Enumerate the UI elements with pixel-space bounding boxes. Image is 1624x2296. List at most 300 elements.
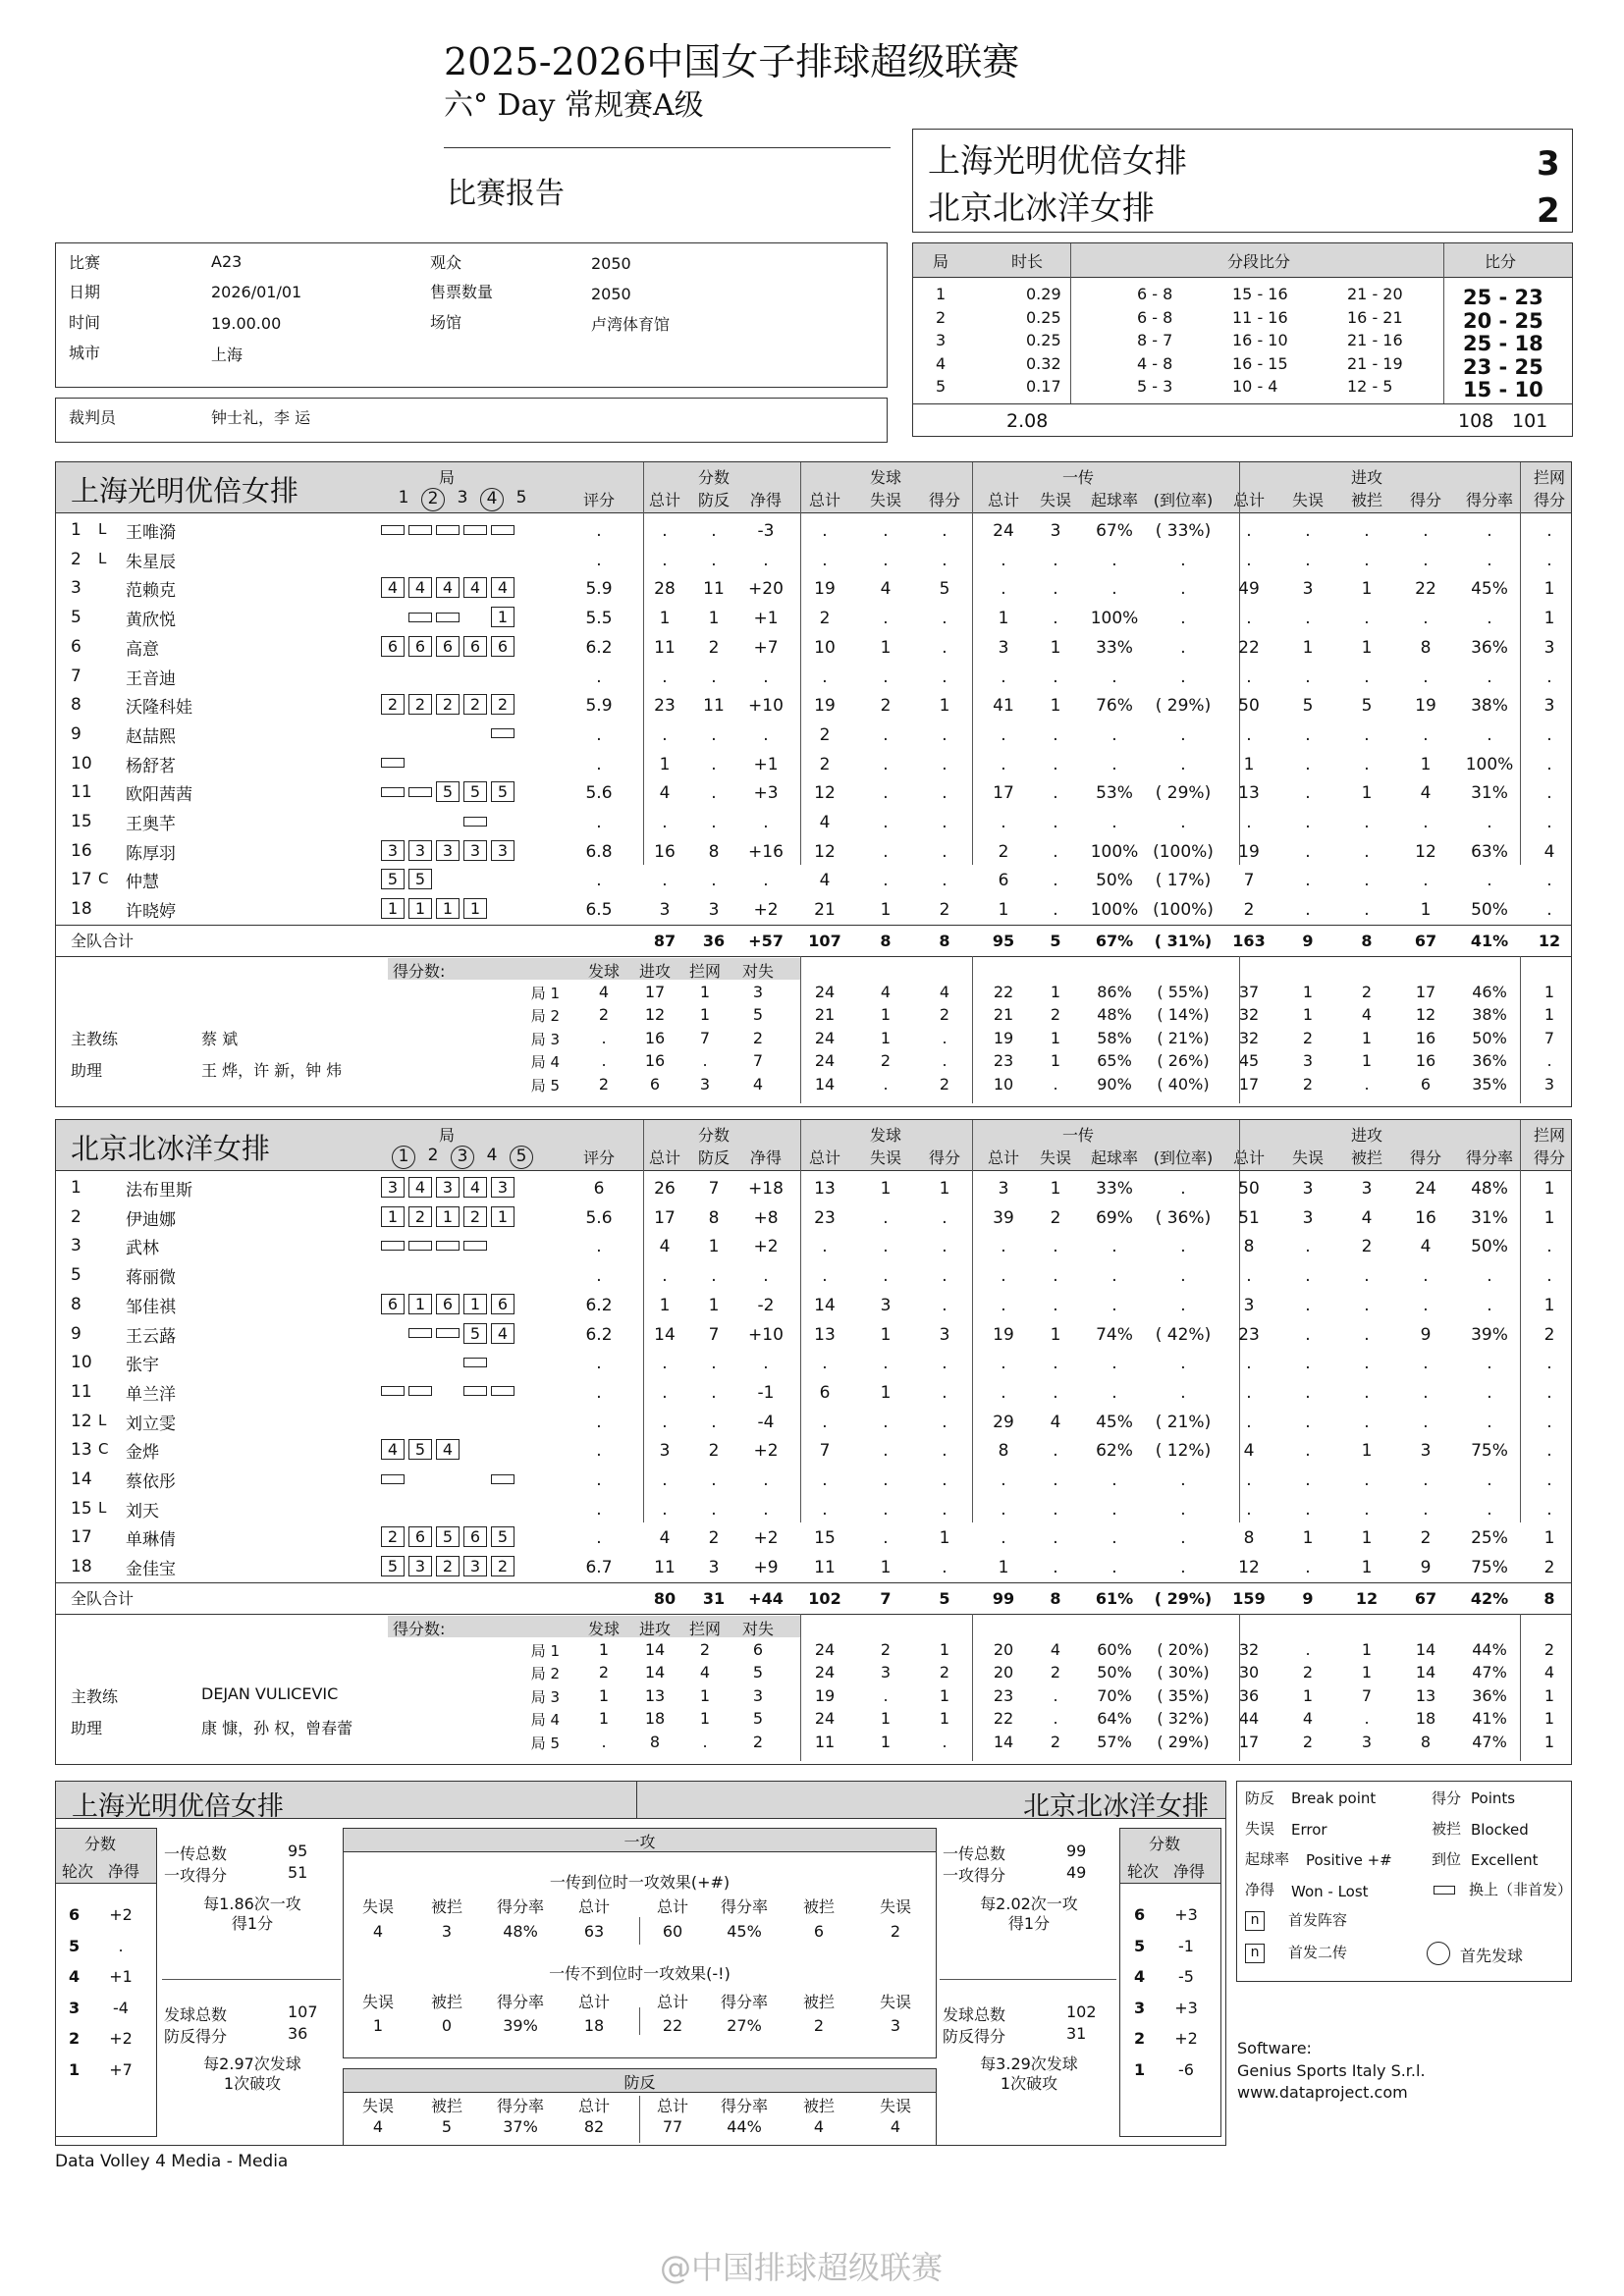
home-rec-label: 一传总数 [164, 1844, 228, 1863]
set-stat-cell: . [883, 1685, 889, 1705]
set-points-cell: 1 [699, 982, 711, 1001]
player-name: 武林 [126, 1239, 159, 1259]
assistant-label: 助理 [71, 1060, 103, 1080]
set-stat-cell: 1 [880, 1028, 892, 1047]
stat-cell: . [711, 667, 717, 687]
stat-cell: . [1546, 813, 1552, 832]
player-number: 1 [71, 520, 81, 540]
legend-setter: 首发二传 [1288, 1944, 1348, 1961]
legend-sub: 换上（非首发） [1469, 1881, 1573, 1898]
set-points-cell: 14 [644, 1663, 666, 1682]
col-header: 失误 [869, 1148, 901, 1167]
set-row-cell: 6 - 8 [1137, 285, 1173, 303]
col-group: 局 [438, 1126, 455, 1145]
col-group: 拦网 [1533, 1126, 1565, 1145]
stat-cell: +2 [753, 1441, 779, 1462]
stat-cell: . [662, 1499, 668, 1520]
set-stat-cell: 14 [993, 1732, 1014, 1751]
fa-bad-title: 一传不到位时一攻效果(-!) [549, 1964, 731, 1983]
spectators: 2050 [591, 254, 631, 273]
stat-cell: 45% [1471, 579, 1508, 600]
coach-label: 主教练 [71, 1686, 119, 1706]
total-cell: 12 [1538, 931, 1561, 950]
stat-cell: . [1246, 550, 1252, 570]
set-stat-cell: 1 [1543, 1685, 1555, 1705]
total-cell: 67 [1414, 1588, 1437, 1608]
stat-cell: . [596, 667, 602, 687]
set-points-cell: 2 [699, 1639, 711, 1659]
stat-cell: . [1423, 609, 1429, 629]
stat-cell: 75% [1471, 1441, 1508, 1462]
rotation-number: 3 [69, 1998, 81, 2017]
stat-cell: 10 [814, 637, 836, 658]
stat-cell: . [1180, 813, 1186, 832]
player-name: 刘立雯 [126, 1414, 176, 1434]
stat-cell: . [1246, 1499, 1252, 1520]
stat-cell: . [662, 550, 668, 570]
match-city: 上海 [211, 346, 244, 364]
home-rot-col1: 轮次 [62, 1862, 94, 1881]
set-points-cell: 1 [699, 1005, 711, 1025]
col-header: 失误 [1039, 491, 1071, 509]
stat-cell: . [596, 871, 602, 891]
rotation-net: +7 [109, 2059, 133, 2079]
stat-cell: . [763, 1266, 769, 1287]
points-col: 进攻 [638, 961, 671, 981]
stat-cell: 1 [1543, 579, 1555, 600]
stat-cell: . [1001, 667, 1006, 687]
rotation-number: 1 [1134, 2059, 1146, 2079]
player-number: 9 [71, 1323, 81, 1344]
away-srv-total: 102 [1066, 2002, 1097, 2021]
stat-cell: 7 [708, 1324, 720, 1345]
stat-cell: 3 [1361, 1179, 1373, 1199]
stat-cell: 6.7 [585, 1558, 613, 1578]
stat-cell: +10 [748, 1324, 784, 1345]
stat-cell: +2 [753, 1237, 779, 1257]
player-number: 15 [71, 1498, 92, 1519]
venue-label: 场馆 [430, 313, 462, 332]
referee-label: 裁判员 [69, 408, 117, 427]
player-number: 15 [71, 812, 92, 831]
stat-cell: 3 [998, 1179, 1009, 1199]
stat-cell: . [711, 1499, 717, 1520]
player-rotation: 5 5 [381, 869, 518, 889]
set-stat-cell: 1 [1543, 1709, 1555, 1729]
fa-col-header: 被拦 [802, 1993, 835, 2011]
set-points-cell: 1 [598, 1639, 610, 1659]
set-stat-cell: . [942, 1028, 947, 1047]
stat-cell: 19 [1415, 696, 1436, 717]
set-number: 4 [486, 1146, 498, 1165]
set-stat-cell: 3 [1543, 1074, 1555, 1094]
rotation-number: 4 [1134, 1967, 1146, 1986]
starter-icon: n [1245, 1909, 1265, 1931]
fa-value: 39% [503, 2016, 538, 2035]
home-bp-label: 防反得分 [164, 2027, 228, 2046]
set-stat-cell: ( 29%) [1157, 1732, 1210, 1751]
set-stat-cell: ( 30%) [1157, 1663, 1210, 1682]
set-stat-cell: 1 [1361, 1663, 1373, 1682]
set-label: 局 4 [530, 1711, 560, 1730]
stat-cell: 1 [998, 900, 1009, 921]
stat-cell: . [1364, 609, 1370, 629]
player-number: 12 [71, 1411, 92, 1431]
stat-cell: 7 [1243, 871, 1255, 891]
set-stat-cell: 1 [880, 1709, 892, 1729]
set-stat-cell: 13 [1415, 1685, 1436, 1705]
set-stat-cell: 12 [1415, 1005, 1436, 1025]
fa-col-header: 失误 [879, 2097, 911, 2115]
player-rotation: 1 [381, 607, 518, 627]
stat-cell: . [1364, 900, 1370, 921]
set-row-cell: 4 - 8 [1137, 353, 1173, 373]
stat-cell: . [942, 1354, 947, 1374]
col-group: 拦网 [1533, 468, 1565, 487]
stat-cell: . [1111, 667, 1117, 687]
set-points-cell: 6 [752, 1639, 764, 1659]
player-number: 10 [71, 753, 92, 774]
stat-cell: . [1487, 813, 1492, 832]
stat-cell: 41 [993, 696, 1014, 717]
stat-cell: 39 [993, 1207, 1014, 1228]
stat-cell: 2 [708, 1528, 720, 1549]
stat-cell: 6.5 [585, 900, 613, 921]
set-points-cell: 1 [699, 1685, 711, 1705]
stat-cell: . [942, 1266, 947, 1287]
stat-cell: . [1053, 1470, 1058, 1490]
stat-cell: . [711, 754, 717, 774]
stat-cell: 49 [1238, 579, 1260, 600]
rotation-number: 6 [1134, 1905, 1146, 1924]
player-rotation: 4 4 4 4 4 [381, 577, 518, 598]
software-label: Software: [1237, 2039, 1312, 2057]
stat-cell: . [1246, 1266, 1252, 1287]
player-role: L [98, 1498, 107, 1517]
player-rotation [381, 1235, 518, 1254]
set-stat-cell: 1 [1543, 982, 1555, 1001]
stat-cell: 26 [654, 1179, 676, 1199]
software-vendor: Genius Sports Italy S.r.l. [1237, 2061, 1426, 2080]
stat-cell: 3 [708, 1558, 720, 1578]
set-stat-cell: 36% [1472, 1051, 1507, 1071]
stat-cell: 50 [1238, 696, 1260, 717]
stat-cell: . [596, 1470, 602, 1490]
total-cell: 67 [1414, 931, 1437, 950]
home-srv-rate2: 1次破攻 [223, 2074, 282, 2093]
stat-cell: . [1423, 550, 1429, 570]
stat-cell: 100% [1090, 841, 1139, 862]
fa-col-header: 得分率 [720, 2097, 768, 2115]
stat-cell: +8 [753, 1207, 779, 1228]
stat-cell: . [662, 1382, 668, 1403]
set-stat-cell: 50% [1097, 1663, 1132, 1682]
stat-cell: 11 [703, 579, 725, 600]
stat-cell: . [763, 871, 769, 891]
stat-cell: . [1053, 550, 1058, 570]
stat-cell: 1 [708, 609, 720, 629]
stat-cell: . [1053, 1441, 1058, 1462]
stat-cell: 2 [819, 609, 831, 629]
stat-cell: 6.2 [585, 1295, 613, 1315]
player-name: 王云蕗 [126, 1326, 176, 1347]
stat-cell: . [1053, 813, 1058, 832]
stat-cell: . [942, 1470, 947, 1490]
stat-cell: 7 [819, 1441, 831, 1462]
stat-cell: . [1364, 667, 1370, 687]
set-stat-cell: 2 [939, 1005, 950, 1025]
stat-cell: . [883, 1412, 889, 1432]
player-rotation [381, 811, 518, 829]
away-bp-points: 31 [1066, 2024, 1087, 2043]
col-header: 评分 [582, 1148, 615, 1167]
stat-cell: 19 [993, 1324, 1014, 1345]
points-col: 拦网 [688, 1619, 721, 1638]
fa-value: 2 [890, 1922, 901, 1941]
stat-cell: 1 [880, 1558, 892, 1578]
player-number: 6 [71, 636, 81, 657]
player-name: 朱星辰 [126, 552, 176, 572]
set-number: 1 [398, 488, 409, 507]
player-number: 5 [71, 1265, 81, 1286]
stat-cell: . [1423, 813, 1429, 832]
stat-cell: . [942, 871, 947, 891]
legend-net-en: Won - Lost [1291, 1883, 1369, 1900]
set-points-cell: 6 [649, 1074, 661, 1094]
stat-cell: . [942, 1441, 947, 1462]
stat-cell: . [596, 1354, 602, 1374]
stat-cell: 8 [1243, 1528, 1255, 1549]
player-number: 3 [71, 1236, 81, 1256]
round-subtitle: 六° Day 常规赛A级 [444, 88, 704, 123]
player-rotation: 3 3 3 3 3 [381, 840, 518, 861]
col-header: 得分率 [1465, 491, 1513, 509]
stat-cell: . [942, 550, 947, 570]
stat-cell: 3 [1302, 1179, 1314, 1199]
stat-cell: 2 [1243, 900, 1255, 921]
col-header: 失误 [1291, 491, 1324, 509]
stat-cell: 2 [880, 696, 892, 717]
set-row-cell: 0.32 [1026, 353, 1061, 373]
set-row-cell: 16 - 15 [1232, 353, 1288, 373]
set-points-cell: . [601, 1051, 607, 1071]
stat-cell: . [1364, 550, 1370, 570]
match-label: 比赛 [69, 253, 101, 272]
total-cell: 61% [1095, 1588, 1134, 1608]
stat-cell: . [596, 521, 602, 541]
set-stat-cell: 2 [880, 1639, 892, 1659]
set-stat-cell: 47% [1472, 1663, 1507, 1682]
player-name: 赵喆熙 [126, 726, 176, 747]
footer-dv: Data Volley 4 Media - Media [55, 2152, 289, 2171]
stat-cell: 5.5 [585, 609, 613, 629]
stat-cell: . [822, 1470, 828, 1490]
stat-cell: . [1305, 1354, 1311, 1374]
player-rotation: 5 5 5 [381, 781, 518, 802]
fa-col-header: 总计 [577, 1993, 610, 2011]
rotation-net: +2 [109, 2029, 133, 2048]
set-stat-cell: 1 [1361, 1051, 1373, 1071]
total-cell: ( 29%) [1154, 1588, 1213, 1608]
col-header: (到位率) [1153, 1148, 1214, 1167]
player-rotation: 5 3 2 3 2 [381, 1556, 518, 1576]
stat-cell: . [711, 1354, 717, 1374]
set-points-cell: 7 [752, 1051, 764, 1071]
stat-cell: 16 [654, 841, 676, 862]
rotation-net: +1 [109, 1967, 133, 1986]
stat-cell: . [711, 783, 717, 804]
total-cell: 5 [939, 1588, 950, 1608]
stat-cell: 1 [1543, 1179, 1555, 1199]
stat-cell: 1 [708, 1295, 720, 1315]
stat-cell: . [1423, 1470, 1429, 1490]
legend-blk-en: Blocked [1471, 1821, 1529, 1839]
stat-cell: . [1546, 1237, 1552, 1257]
set-stat-cell: 70% [1097, 1685, 1132, 1705]
stat-cell: 51 [1238, 1207, 1260, 1228]
stat-cell: . [1001, 1266, 1006, 1287]
set-stat-cell: 44% [1472, 1639, 1507, 1659]
stat-cell: 4 [659, 783, 671, 804]
set-stat-cell: 24 [814, 1051, 836, 1071]
stat-cell: 1 [1050, 1324, 1061, 1345]
player-number: 9 [71, 723, 81, 744]
set-stat-cell: 1 [1050, 1051, 1061, 1071]
away-team-name: 北京北冰洋女排 [928, 188, 1155, 227]
total-cell: 31 [702, 1588, 726, 1608]
stat-cell: 3 [1420, 1441, 1432, 1462]
home-sets-won: 3 [1537, 144, 1560, 184]
stat-cell: . [1364, 871, 1370, 891]
stat-cell: +18 [748, 1179, 784, 1199]
set-stat-cell: 30 [1238, 1663, 1260, 1682]
player-role: L [98, 520, 107, 538]
set-number: 3 [450, 1146, 475, 1169]
stat-cell: 5 [1361, 696, 1373, 717]
set-stat-cell: 45 [1238, 1051, 1260, 1071]
stat-cell: . [711, 871, 717, 891]
set-stat-cell: 1 [939, 1685, 950, 1705]
stat-cell: . [1364, 1382, 1370, 1403]
stat-cell: 50 [1238, 1179, 1260, 1199]
set-points-cell: 3 [699, 1074, 711, 1094]
player-rotation [381, 723, 518, 742]
set-points-cell: 8 [649, 1732, 661, 1751]
stat-cell: . [883, 1207, 889, 1228]
stat-cell: 76% [1096, 696, 1133, 717]
stat-cell: 2 [1361, 1237, 1373, 1257]
stat-cell: 31% [1471, 783, 1508, 804]
stat-cell: 62% [1096, 1441, 1133, 1462]
player-name: 黄欣悦 [126, 611, 176, 631]
set-row-cell: 6 - 8 [1137, 307, 1173, 327]
stat-cell: . [662, 813, 668, 832]
set-row-cell: 2 [936, 307, 947, 327]
away-rec-total: 99 [1066, 1842, 1087, 1860]
set-row-cell: 15 - 16 [1232, 285, 1288, 303]
stat-cell: 9 [1420, 1558, 1432, 1578]
total-cell: 8 [880, 931, 892, 950]
stat-cell: ( 29%) [1155, 783, 1212, 804]
stat-cell: . [662, 667, 668, 687]
stat-cell: (100%) [1153, 841, 1214, 862]
stat-cell: 1 [1302, 637, 1314, 658]
stat-cell: . [1001, 550, 1006, 570]
stat-cell: . [1180, 667, 1186, 687]
stat-cell: . [1423, 667, 1429, 687]
away-fa-points: 49 [1066, 1863, 1087, 1882]
stat-cell: . [1001, 1528, 1006, 1549]
away-sets-won: 2 [1537, 191, 1560, 231]
col-header: 得分 [1533, 491, 1565, 509]
player-name: 张宇 [126, 1356, 159, 1376]
stat-cell: 1 [1050, 696, 1061, 717]
competition-title: 2025-2026中国女子排球超级联赛 [444, 40, 1020, 83]
stat-cell: 14 [814, 1295, 836, 1315]
col-header: 总计 [648, 491, 680, 509]
stat-cell: 21 [814, 900, 836, 921]
col-header: 得分率 [1465, 1148, 1513, 1167]
set-stat-cell: 19 [814, 1685, 836, 1705]
starting-setter-icon: n [1245, 1942, 1265, 1963]
set-label: 局 5 [530, 1076, 560, 1095]
stat-cell: . [1180, 1558, 1186, 1578]
report-title: 比赛报告 [447, 177, 565, 211]
home-fa-rate: 每1.86次一攻 [203, 1895, 301, 1913]
fa-value: 77 [662, 2117, 683, 2136]
player-rotation [381, 1468, 518, 1487]
stat-cell: 4 [659, 1528, 671, 1549]
set-stat-cell: 4 [939, 982, 950, 1001]
stat-cell: . [1364, 813, 1370, 832]
fa-col-header: 失误 [361, 1993, 394, 2011]
stat-cell: 9 [1420, 1324, 1432, 1345]
set-score: 25 - 18 [1463, 332, 1543, 355]
team-name: 上海光明优倍女排 [71, 474, 299, 507]
stat-cell: -3 [757, 521, 775, 541]
player-rotation [381, 1498, 518, 1517]
points-by-set-label: 得分数: [393, 961, 446, 981]
stat-cell: . [1423, 1499, 1429, 1520]
stat-cell: . [1305, 1382, 1311, 1403]
total-label: 全队合计 [71, 1588, 135, 1608]
points-col: 拦网 [688, 961, 721, 981]
player-number: 11 [71, 1381, 92, 1402]
set-stat-cell: 3 [880, 1663, 892, 1682]
total-cell: 8 [1050, 1588, 1061, 1608]
set-stat-cell: 16 [1415, 1051, 1436, 1071]
set-stat-cell: 57% [1097, 1732, 1132, 1751]
player-rotation [381, 1381, 518, 1400]
set-stat-cell: 14 [1415, 1639, 1436, 1659]
set-points-cell: 17 [644, 982, 666, 1001]
stat-cell: . [1180, 1266, 1186, 1287]
fa-col-header: 失误 [879, 1993, 911, 2011]
points-by-set-label: 得分数: [393, 1619, 446, 1638]
set-stat-cell: . [883, 1074, 889, 1094]
set-stat-cell: 1 [939, 1639, 950, 1659]
stat-cell: 8 [1420, 637, 1432, 658]
set-stat-cell: ( 20%) [1157, 1639, 1210, 1659]
set-stat-cell: 20 [993, 1639, 1014, 1659]
rotation-net: +3 [1174, 1998, 1198, 2017]
home-rot-col2: 净得 [108, 1862, 140, 1881]
city-label: 城市 [69, 344, 101, 362]
stat-cell: 16 [1415, 1207, 1436, 1228]
set-row-cell: 0.25 [1026, 307, 1061, 327]
stat-cell: 39% [1471, 1324, 1508, 1345]
set-stat-cell: 58% [1097, 1028, 1132, 1047]
